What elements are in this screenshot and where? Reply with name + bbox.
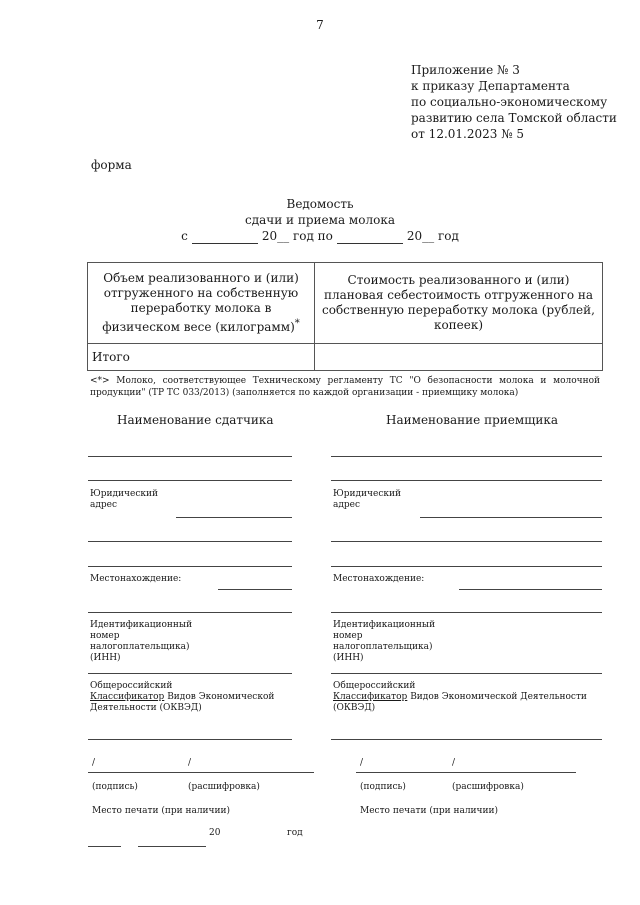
seller-legal-address-line-3[interactable] — [88, 566, 292, 567]
seller-inn-label — [90, 620, 192, 664]
seller-location-field[interactable] — [218, 589, 292, 590]
receiver-okved-field[interactable] — [331, 739, 602, 740]
seller-decode-label: (расшифровка) — [188, 782, 260, 792]
label-underlined: Классификатор — [333, 692, 408, 702]
label-line: номер — [90, 631, 120, 641]
label-line: Общероссийский — [90, 681, 173, 691]
seller-name-line-2[interactable] — [88, 480, 292, 481]
seller-okved-label — [90, 681, 274, 714]
seller-sign-label: (подпись) — [92, 782, 138, 792]
receiver-name-line-2[interactable] — [331, 480, 602, 481]
label-line: адрес — [90, 500, 118, 510]
label-line — [333, 692, 587, 703]
receiver-decode-label: (расшифровка) — [452, 782, 524, 792]
seller-legal-address-label — [90, 489, 158, 511]
receiver-signature-field[interactable] — [356, 772, 576, 773]
label-line: (ИНН) — [90, 653, 121, 663]
seller-okved-field[interactable] — [88, 739, 292, 740]
seller-stamp-label: Место печати (при наличии) — [92, 806, 230, 816]
receiver-location-line-2[interactable] — [331, 612, 602, 613]
label-underlined: Классификатор — [90, 692, 165, 702]
seller-heading: Наименование сдатчика — [117, 413, 274, 427]
col-volume-header — [88, 263, 315, 344]
receiver-heading: Наименование приемщика — [386, 413, 559, 427]
seller-name-line-1[interactable] — [88, 456, 292, 457]
period-line — [0, 228, 640, 244]
col-cost-header: Стоимость реализованного и (или) плановая себестоимость отгруженного на собственную переработку молока (рублей, копеек) — [315, 263, 603, 344]
label-line — [90, 692, 274, 703]
receiver-name-line-1[interactable] — [331, 456, 602, 457]
receiver-inn-field[interactable] — [331, 673, 602, 674]
page-number: 7 — [316, 18, 324, 32]
seller-sign-slash-1: / — [92, 758, 96, 768]
appendix-line: от 12.01.2023 № 5 — [411, 127, 525, 141]
seller-location-label: Местонахождение: — [90, 574, 182, 584]
date-year-suffix: год — [287, 828, 303, 838]
label-line: Идентификационный — [90, 620, 193, 630]
footnote: <*> Молоко, соответствующее Техническому регламенту ТС "О безопасности молока и молочной продукции" (ТР ТС 033/2013) (заполняется по каждой организации - приемщику молока) — [90, 376, 600, 398]
appendix-line: к приказу Департамента — [411, 79, 570, 93]
receiver-location-label: Местонахождение: — [333, 574, 425, 584]
period-year-1: 20__ год по — [261, 229, 333, 243]
seller-sign-slash-2: / — [188, 758, 192, 768]
total-value-cell[interactable] — [315, 344, 603, 371]
label-line: (ОКВЭД) — [333, 703, 376, 713]
receiver-legal-address-label — [333, 489, 401, 511]
receiver-okved-label — [333, 681, 587, 714]
col-volume-text: Объем реализованного и (или) отгруженного на собственную переработку молока в физическом весе (килограмм) — [102, 271, 299, 334]
appendix-line: по социально-экономическому — [411, 95, 608, 109]
date-day-field[interactable] — [88, 846, 121, 847]
receiver-stamp-label: Место печати (при наличии) — [360, 806, 498, 816]
label-line: налогоплательщика) — [90, 642, 190, 652]
milk-table — [87, 262, 603, 371]
document-title — [0, 196, 640, 244]
label-line: Юридический — [333, 489, 401, 499]
receiver-sign-label: (подпись) — [360, 782, 406, 792]
receiver-legal-address-line-2[interactable] — [331, 541, 602, 542]
label-rest: Видов Экономической Деятельности — [407, 692, 587, 702]
receiver-inn-label — [333, 620, 435, 664]
title-line-2: сдачи и приема молока — [245, 213, 395, 227]
date-to-field[interactable] — [337, 231, 403, 244]
date-year-prefix: 20 — [209, 828, 221, 838]
seller-signature-field[interactable] — [88, 772, 314, 773]
seller-location-line-2[interactable] — [88, 612, 292, 613]
date-from-field[interactable] — [192, 231, 258, 244]
receiver-legal-address-field[interactable] — [420, 517, 602, 518]
title-line-1: Ведомость — [286, 197, 354, 211]
receiver-location-field[interactable] — [459, 589, 602, 590]
form-label: форма — [91, 158, 132, 172]
appendix-line: Приложение № 3 — [411, 63, 520, 77]
label-rest: Видов Экономической — [164, 692, 275, 702]
period-year-2: 20__ год — [406, 229, 459, 243]
date-month-field[interactable] — [138, 846, 206, 847]
label-line: Идентификационный — [333, 620, 436, 630]
total-label: Итого — [88, 344, 315, 371]
seller-inn-field[interactable] — [88, 673, 292, 674]
footnote-mark: * — [294, 318, 300, 329]
appendix-note — [411, 62, 617, 142]
label-line: Юридический — [90, 489, 158, 499]
period-from: с — [181, 229, 188, 243]
appendix-line: развитию села Томской области — [411, 111, 617, 125]
label-line: адрес — [333, 500, 361, 510]
label-line: Общероссийский — [333, 681, 416, 691]
seller-legal-address-field[interactable] — [176, 517, 292, 518]
receiver-legal-address-line-3[interactable] — [331, 566, 602, 567]
receiver-sign-slash-1: / — [360, 758, 364, 768]
label-line: (ИНН) — [333, 653, 364, 663]
receiver-sign-slash-2: / — [452, 758, 456, 768]
seller-legal-address-line-2[interactable] — [88, 541, 292, 542]
label-line: налогоплательщика) — [333, 642, 433, 652]
label-line: номер — [333, 631, 363, 641]
label-line: Деятельности (ОКВЭД) — [90, 703, 202, 713]
